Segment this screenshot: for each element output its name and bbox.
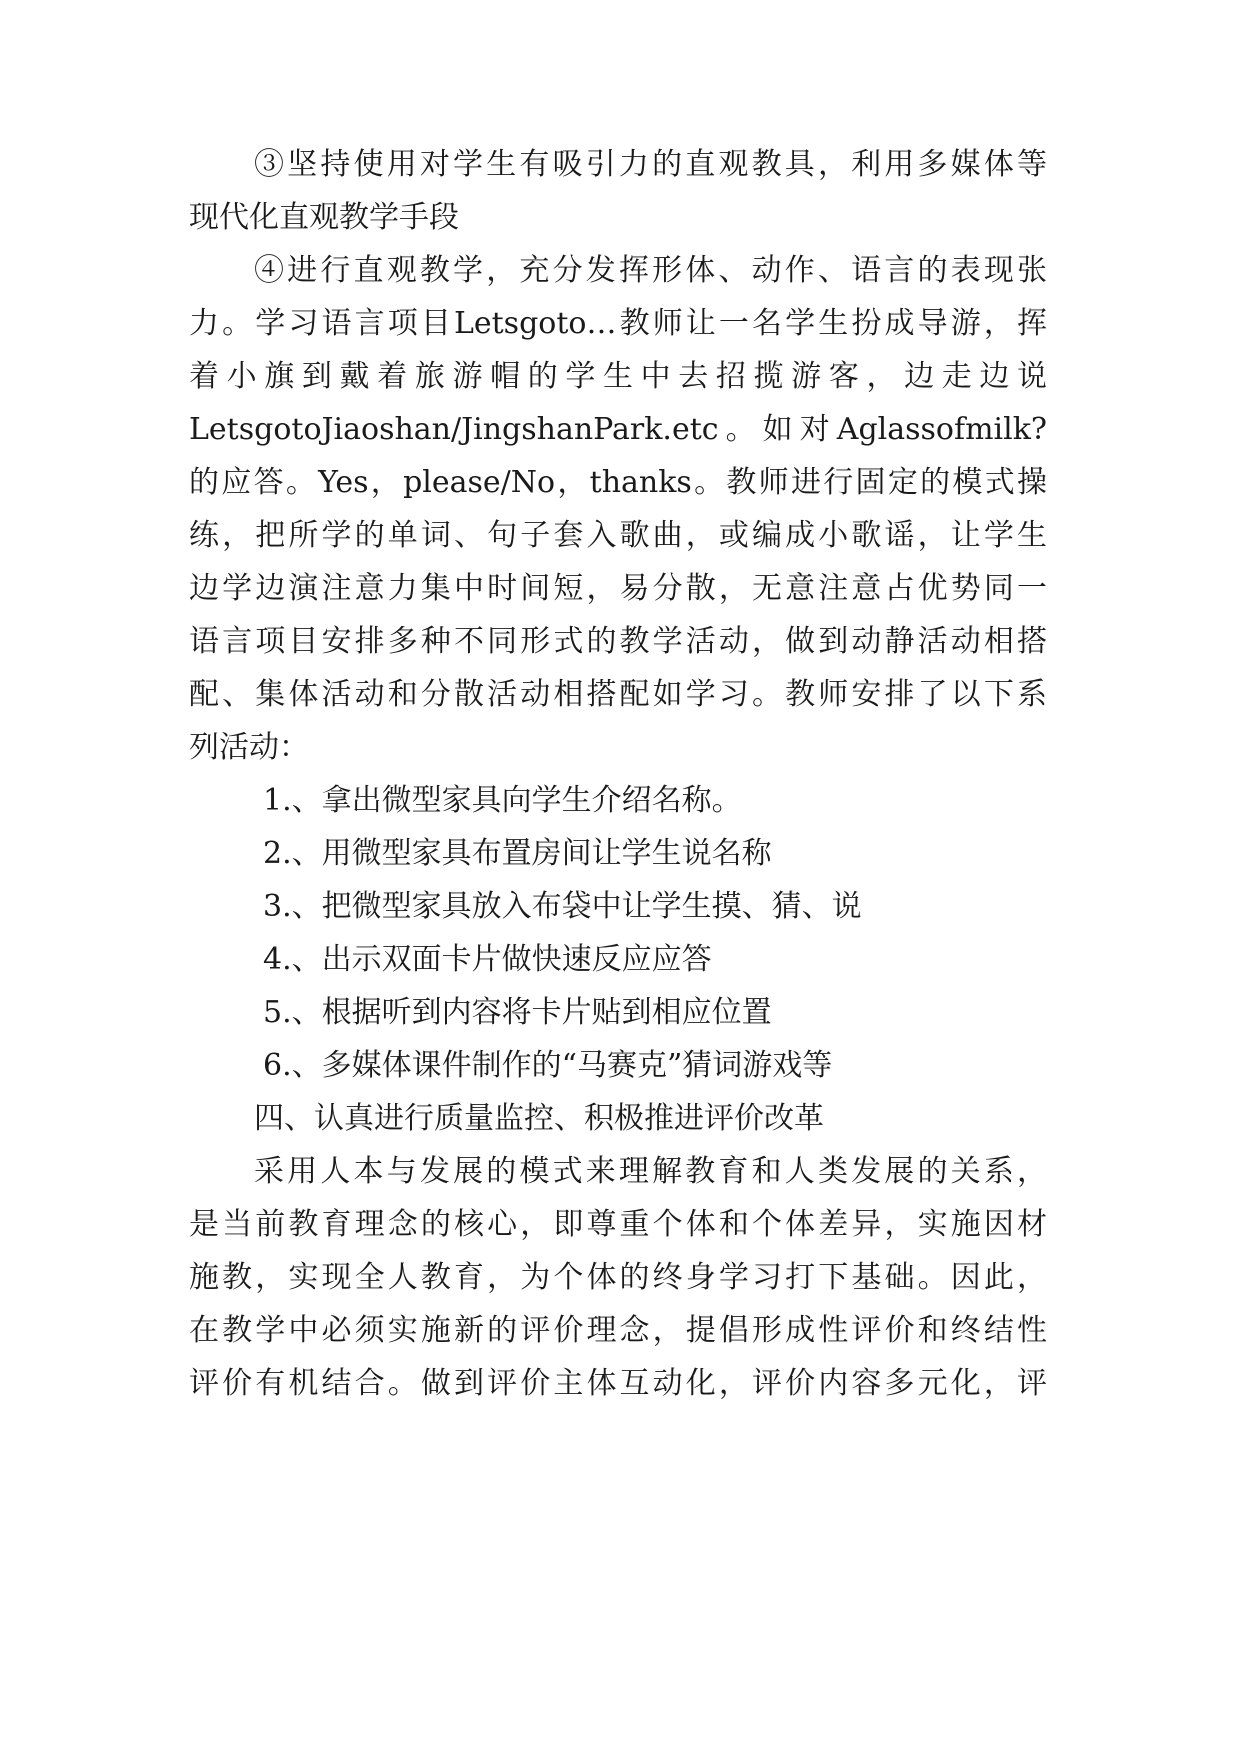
paragraph-line: 现代化直观教学手段 bbox=[189, 200, 459, 235]
list-item: 4.、出示双面卡片做快速反应应答 bbox=[263, 942, 712, 977]
paragraph-line: 边学边演注意力集中时间短，易分散，无意注意占优势同一 bbox=[189, 571, 1047, 606]
list-item: 6.、多媒体课件制作的“马赛克”猜词游戏等 bbox=[263, 1048, 833, 1083]
paragraph-line: 评价有机结合。做到评价主体互动化，评价内容多元化，评 bbox=[189, 1366, 1047, 1401]
paragraph-line: 采用人本与发展的模式来理解教育和人类发展的关系， bbox=[254, 1154, 1047, 1189]
paragraph-line: 着小旗到戴着旅游帽的学生中去招揽游客，边走边说 bbox=[189, 359, 1047, 394]
paragraph-line: ③坚持使用对学生有吸引力的直观教具，利用多媒体等 bbox=[254, 147, 1047, 182]
paragraph-line: 练，把所学的单词、句子套入歌曲，或编成小歌谣，让学生 bbox=[189, 518, 1047, 553]
paragraph-line: 配、集体活动和分散活动相搭配如学习。教师安排了以下系 bbox=[189, 677, 1047, 712]
list-item: 1.、拿出微型家具向学生介绍名称。 bbox=[263, 783, 742, 818]
paragraph-line: 语言项目安排多种不同形式的教学活动，做到动静活动相搭 bbox=[189, 624, 1047, 659]
paragraph-line: ④进行直观教学，充分发挥形体、动作、语言的表现张 bbox=[254, 253, 1047, 288]
paragraph-line: 列活动： bbox=[189, 730, 309, 765]
section-heading: 四、认真进行质量监控、积极推进评价改革 bbox=[254, 1101, 824, 1136]
paragraph-line: 力。学习语言项目Letsgoto…教师让一名学生扮成导游，挥 bbox=[189, 306, 1047, 341]
paragraph-line: 在教学中必须实施新的评价理念，提倡形成性评价和终结性 bbox=[189, 1313, 1047, 1348]
paragraph-line: 是当前教育理念的核心，即尊重个体和个体差异，实施因材 bbox=[189, 1207, 1047, 1242]
list-item: 3.、把微型家具放入布袋中让学生摸、猜、说 bbox=[263, 889, 862, 924]
paragraph-line: 的应答。Yes，please/No，thanks。教师进行固定的模式操 bbox=[189, 465, 1047, 500]
list-item: 5.、根据听到内容将卡片贴到相应位置 bbox=[263, 995, 772, 1030]
paragraph-line: LetsgotoJiaoshan/JingshanPark.etc。如对Aglassofmilk? bbox=[189, 412, 1047, 447]
list-item: 2.、用微型家具布置房间让学生说名称 bbox=[263, 836, 772, 871]
paragraph-line: 施教，实现全人教育，为个体的终身学习打下基础。因此， bbox=[189, 1260, 1047, 1295]
